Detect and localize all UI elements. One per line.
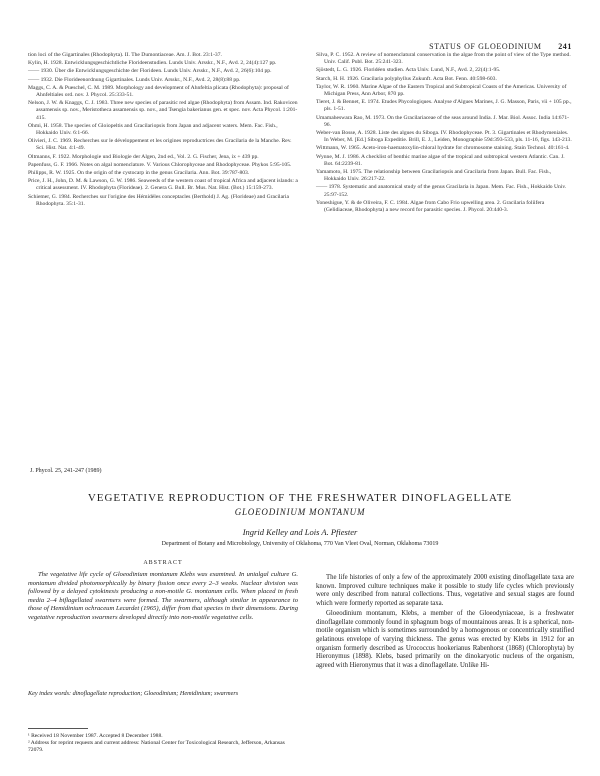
page-number: 241: [558, 42, 572, 51]
article-title: VEGETATIVE REPRODUCTION OF THE FRESHWATER DINOFLAGELLATE: [87, 492, 513, 504]
abstract-text: The vegetative life cycle of Gloeodinium montanum Klebs was examined. In unialgal culture G. montanum divided photomorphically by binary fission once every 2–3 weeks. Nuclear division was followed by a delayed cytokinesis producing a non-motile G. montanum cells. When placed in fresh media 2–4 biflagellated swarmers were formed. The swarmers, although similar in appearance to those of Hemidinium ochraceum Lecardet (1965), differ from that species in their dimensions. During vegetative reproduction swarmers developed directly into non-motile vegetative cells.: [28, 571, 298, 621]
reference-item: Umamaheswara Rao, M. 1973. On the Gracilariaceae of the seas around India. J. Mar. Biol. Assoc. India 14:671-96.: [316, 114, 570, 128]
reference-item: Weber-van Bosse, A. 1928. Liste des algues du Siboga. IV. Rhodophyceae. Pt. 3. Gigartinales et Rhodymeniales. In Weber, M. [Ed.] Siboga Expeditie. Brill, E. J., Leiden, Monographie 59d:393-533, pls. 11-16, figs. 143-213.: [316, 130, 572, 144]
reference-item: Yamamoto, H. 1975. The relationship between Gracilariopsis and Gracilaria from Japan. Bull. Fac. Fish., Hokkaido Univ. 26:217-22.: [316, 169, 552, 183]
reference-item: Yoneshigue, Y. & de Oliveira, F. C. 1984. Algae from Cabo Frio upwelling area. 2. Gracilaria foliifera (Gelidiaceae, Rhodophyta) a new record for parasitic species. J. Phycol. 20:440-3.: [316, 199, 545, 214]
article-subtitle: GLOEODINIUM MONTANUM: [234, 507, 366, 517]
article-authors: Ingrid Kelley and Lois A. Pfiester: [242, 527, 358, 537]
reference-item: Tieret, J. & Bennet, E. 1974. Etudes Phycologiques. Analyse d'Algues Marines, J. G. Masson, Paris, vii + 105 pp., pls. 1-51.: [316, 99, 572, 113]
reference-item: —— 1932. Die Florideenordnung Gigartinales. Lunds Univ. Arsskr., N.F., Avd. 2, 28(8):88 pp.: [28, 76, 241, 83]
reference-item: Oltmanns, F. 1922. Morphologie und Biologie der Algen, 2nd ed., Vol. 2. G. Fischer, Jena, ix + 439 pp.: [28, 153, 259, 160]
footnotes: [28, 733, 298, 754]
reference-item: Nelson, J. W. & Knaggs, C. J. 1983. Three new species of parasitic red algae (Rhodophyta) from Assam. Ind. Rakovicen assamensis sp. nov., Meristotheca assamensis sp. nov., and Tsengia bakerianus gen. et spec. nov. Acta Phycol. 1:201-415.: [28, 100, 298, 121]
body-paragraph: The life histories of only a few of the approximately 2000 existing dinoflagellate taxa are known. Improved culture techniques make it possible to study life cycles which previously were only described from natural collections. Thus, vegetative and sexual stages are found which were formerly reported as separate taxa.: [316, 574, 574, 608]
reference-item: Starch, H. H. 1926. Gracilaria polyphyllus Zukunft. Acta Bot. Fenn. 40:598-603.: [316, 75, 497, 82]
reference-item: Wynne, M. J. 1986. A checklist of benthic marine algae of the tropical and subtropical western Atlantic. Can. J. Bot. 64:2239-81.: [316, 153, 565, 167]
references-left-column: [28, 52, 298, 209]
reference-item: Wittmann, W. 1965. Aceto-iron-haematoxylin-chloral hydrate for chromosome staining. Stain Technol. 40:161-4.: [316, 145, 570, 152]
reference-item: Taylor, W. R. 1960. Marine Algae of the Eastern Tropical and Subtropical Coasts of the Americas. University of Michigan Press, Ann Arbor, 870 pp.: [316, 83, 567, 98]
reference-item: Papenfuss, G. F. 1966. Notes on algal nomenclature. V. Various Chlorophyceae and Rhodophyceae. Phykos 5:95-105.: [28, 161, 292, 168]
footnote-divider: [28, 728, 88, 729]
reference-item: tion loci of the Gigartinales (Rhodophyta). II. The Dumontiaceae. Am. J. Bot. 23:1-37.: [28, 52, 222, 58]
reference-item: —— 1930. Über die Entwicklungsgeschichte der Florideen. Lunds Univ. Arsskr., N.F., Avd. 2, 26(6):104 pp.: [28, 68, 272, 75]
body-paragraph: Gloeodinium montanum, Klebs, a member of the Gloeodyniaceae, is a freshwater dinoflagellate commonly found in sphagnum bogs of mountainous areas. It is a spherical, non-motile organism which is sometimes surrounded by a homogenous or concentrically stratified gelatinous envelope of varying thickness. The genus was erected by Klebs in 1912 for an organism formerly described as Urococcus hookerianus Rabenhorst (1868) (Chlorophyta) by Hieronymus (1898). Klebs, based primarily on the dinokaryotic nucleus of the organism, agreed with Hieronymus that it was a dinoflagellate. Unlike Hi-: [316, 609, 574, 670]
reference-item: Silva, P. C. 1952. A review of nomenclatural conservation in the algae from the point of view of the Type method. Univ. Calif. Publ. Bot. 25:241-323.: [316, 52, 571, 66]
abstract-heading: ABSTRACT: [143, 560, 183, 566]
reference-item: Olivieri, J. C. 1969. Recherches sur le développement et les origines reproductrices des Gracilaria de la Manche. Rev. Sci. Hist. Nat. 4:1-49.: [28, 138, 292, 152]
reference-item: Sjöstedt, L. G. 1926. Floridéen studien. Acta Univ. Lund, N.F., Avd. 2, 22(4):1-95.: [316, 67, 501, 74]
article-affiliation: Department of Botany and Microbiology, University of Oklahoma, 770 Van Vleet Oval, Norman, Oklahoma 73019: [161, 541, 439, 547]
journal-reference: J. Phycol. 25, 241-247 (1989): [30, 468, 102, 474]
reference-item: Ohmi, H. 1958. The species of Gloiopeltis and Gracilariopsis from Japan and adjacent waters. Mem. Fac. Fish., Hokkaido Univ. 6:1-66.: [28, 122, 278, 137]
reference-item: Price, J. H., John, D. M. & Lawson, G. W. 1986. Seaweeds of the western coast of tropical Africa and adjacent islands: a critical assessment. IV. Rhodophyta (Florideae). 2. Genera G. Bull. Br. Mus. Nat. Hist. (Bot.) 15:159-273.: [28, 178, 298, 192]
running-head: [429, 42, 572, 51]
reference-item: Maggs, C. A. & Pueschel, C. M. 1989. Morphology and development of Ahnfeltia plicata (Rhodophyta): proposal of Ahnfeltiales ord. nov. J. Phycol. 25:333-51.: [28, 84, 289, 99]
reference-item: Kylin, H. 1928. Entwicklungsgeschichtliche Florideenstudien. Lunds Univ. Arsskr., N.F., Avd. 2, 24(4):127 pp.: [28, 60, 277, 67]
keywords: Key index words: dinoflagellate reproduction; Gloeodinium; Hemidinium; swarmers: [28, 690, 239, 697]
running-head-title: STATUS OF GLOEODINIUM: [429, 42, 542, 51]
footnote-item: ² Address for reprint requests and current address: National Center for Toxicological Research, Jefferson, Arkansas 72079.: [28, 740, 285, 753]
footnote-item: ¹ Received 18 November 1987. Accepted 8 December 1988.: [28, 733, 163, 739]
reference-item: Philipps, R. W. 1925. On the origin of the cystocarp in the genus Gracilaria. Ann. Bot. 39:787-803.: [28, 170, 250, 177]
reference-item: —— 1978. Systematic and anatomical study of the genus Gracilaria in Japan. Mem. Fac. Fish., Hokkaido Univ. 25:97-152.: [316, 184, 567, 198]
body-text: [316, 574, 574, 672]
reference-item: Schiemer, G. 1984. Recherches sur l'origine des Hémidèles conceptacles (Berthold) J. Ag. (Florideae) and Gracilaria Rhodophyta. 35:1-31.: [28, 193, 289, 207]
references-right-column: [316, 52, 574, 215]
